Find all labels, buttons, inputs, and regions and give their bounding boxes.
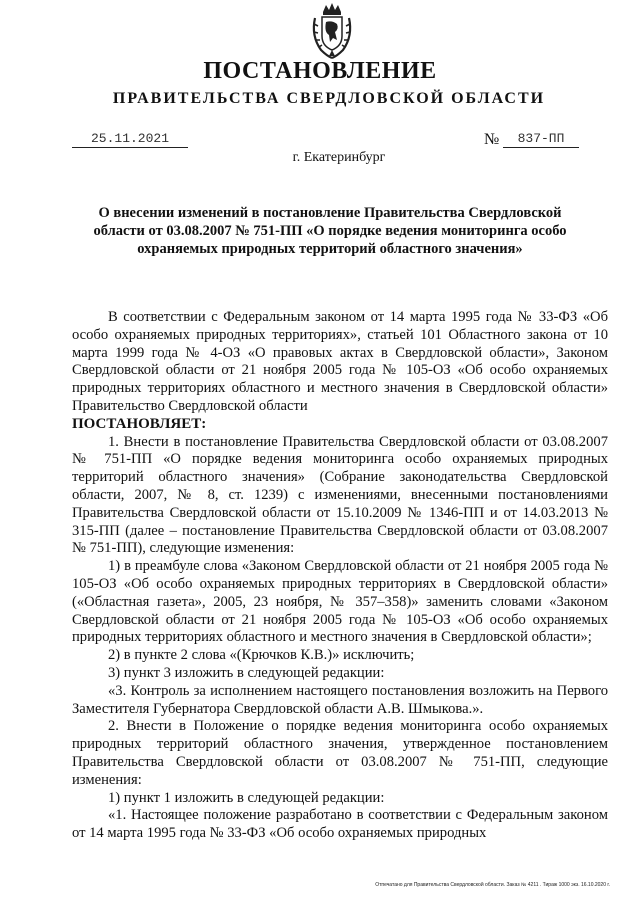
document-title: ПОСТАНОВЛЕНИЕ <box>203 58 437 84</box>
paragraph-preamble: В соответствии с Федеральным законом от 14 марта 1995 года № 33-ФЗ «Об особо охраняемых природных территориях», статьей 101 Областного закона от 10 марта 1999 года № 4-ОЗ «О правовых актах в Свердловской области», Законом Свердловской области от 21 ноября 2005 года № 105-ОЗ «Об особо охраняемых природных территориях областного и местного значения в Свердловской области» Правительство Свердловской области <box>72 309 608 414</box>
document-body <box>72 309 608 843</box>
paragraph-subitem-1-3: 3) пункт 3 изложить в следующей редакции: <box>108 664 385 681</box>
paragraph-subitem-1-2: 2) в пункте 2 слова «(Крючков К.В.)» исключить; <box>108 647 415 664</box>
number-sign: № <box>484 131 500 148</box>
document-number: 837-ПП <box>503 130 579 148</box>
paragraph-item-1: 1. Внести в постановление Правительства Свердловской области от 03.08.2007 № 751-ПП «О порядке ведения мониторинга особо охраняемых природных территорий областного значения» (Собрание законодательства Свердловской области, 2007, № 8, ст. 1239) с изменениями, внесенными постановлениями Правительства Свердловской области от 15.10.2009 № 1346-ПП и от 14.03.2013 № 315-ПП (далее – постановление Правительства Свердловской области от 03.08.2007 № 751-ПП), следующие изменения: <box>72 433 608 557</box>
paragraph-resolves: ПОСТАНОВЛЯЕТ: <box>72 415 207 432</box>
paragraph-quote-3: «3. Контроль за исполнением настоящего постановления возложить на Первого Заместителя Губернатора Свердловской области А.В. Шмыкова.». <box>72 682 608 717</box>
issue-city: г. Екатеринбург <box>292 150 386 165</box>
issuer-subtitle: ПРАВИТЕЛЬСТВА СВЕРДЛОВСКОЙ ОБЛАСТИ <box>112 90 546 107</box>
coat-of-arms-icon <box>309 2 355 60</box>
print-footer-note: Отпечатано для Правительства Свердловской области. Заказ № 4211 . Тираж 1000 экз. 16.10.2020 г. <box>375 882 610 888</box>
paragraph-quote-1: «1. Настоящее положение разработано в соответствии с Федеральным законом от 14 марта 1995 года № 33-ФЗ «Об особо охраняемых природных <box>72 807 608 842</box>
paragraph-subitem-1-1: 1) в преамбуле слова «Законом Свердловской области от 21 ноября 2005 года № 105-ОЗ «Об особо охраняемых природных территориях в Свердловской области» («Областная газета», 2005, 23 ноября, № 357–358)» заменить словами «Законом Свердловской области от 21 ноября 2005 года № 105-ОЗ «Об особо охраняемых природных территориях областного и местного значения в Свердловской области»; <box>72 558 608 646</box>
document-heading: О внесении изменений в постановление Правительства Свердловской области от 03.08.2007 № 751-ПП «О порядке ведения мониторинга особо охраняемых природных территорий областного значения» <box>93 205 567 257</box>
paragraph-item-2: 2. Внести в Положение о порядке ведения мониторинга особо охраняемых природных территорий областного значения, утвержденное постановлением Правительства Свердловской области от 03.08.2007 № 751-ПП, следующие изменения: <box>72 718 608 788</box>
document-date: 25.11.2021 <box>72 130 188 148</box>
paragraph-subitem-2-1: 1) пункт 1 изложить в следующей редакции: <box>108 789 385 806</box>
